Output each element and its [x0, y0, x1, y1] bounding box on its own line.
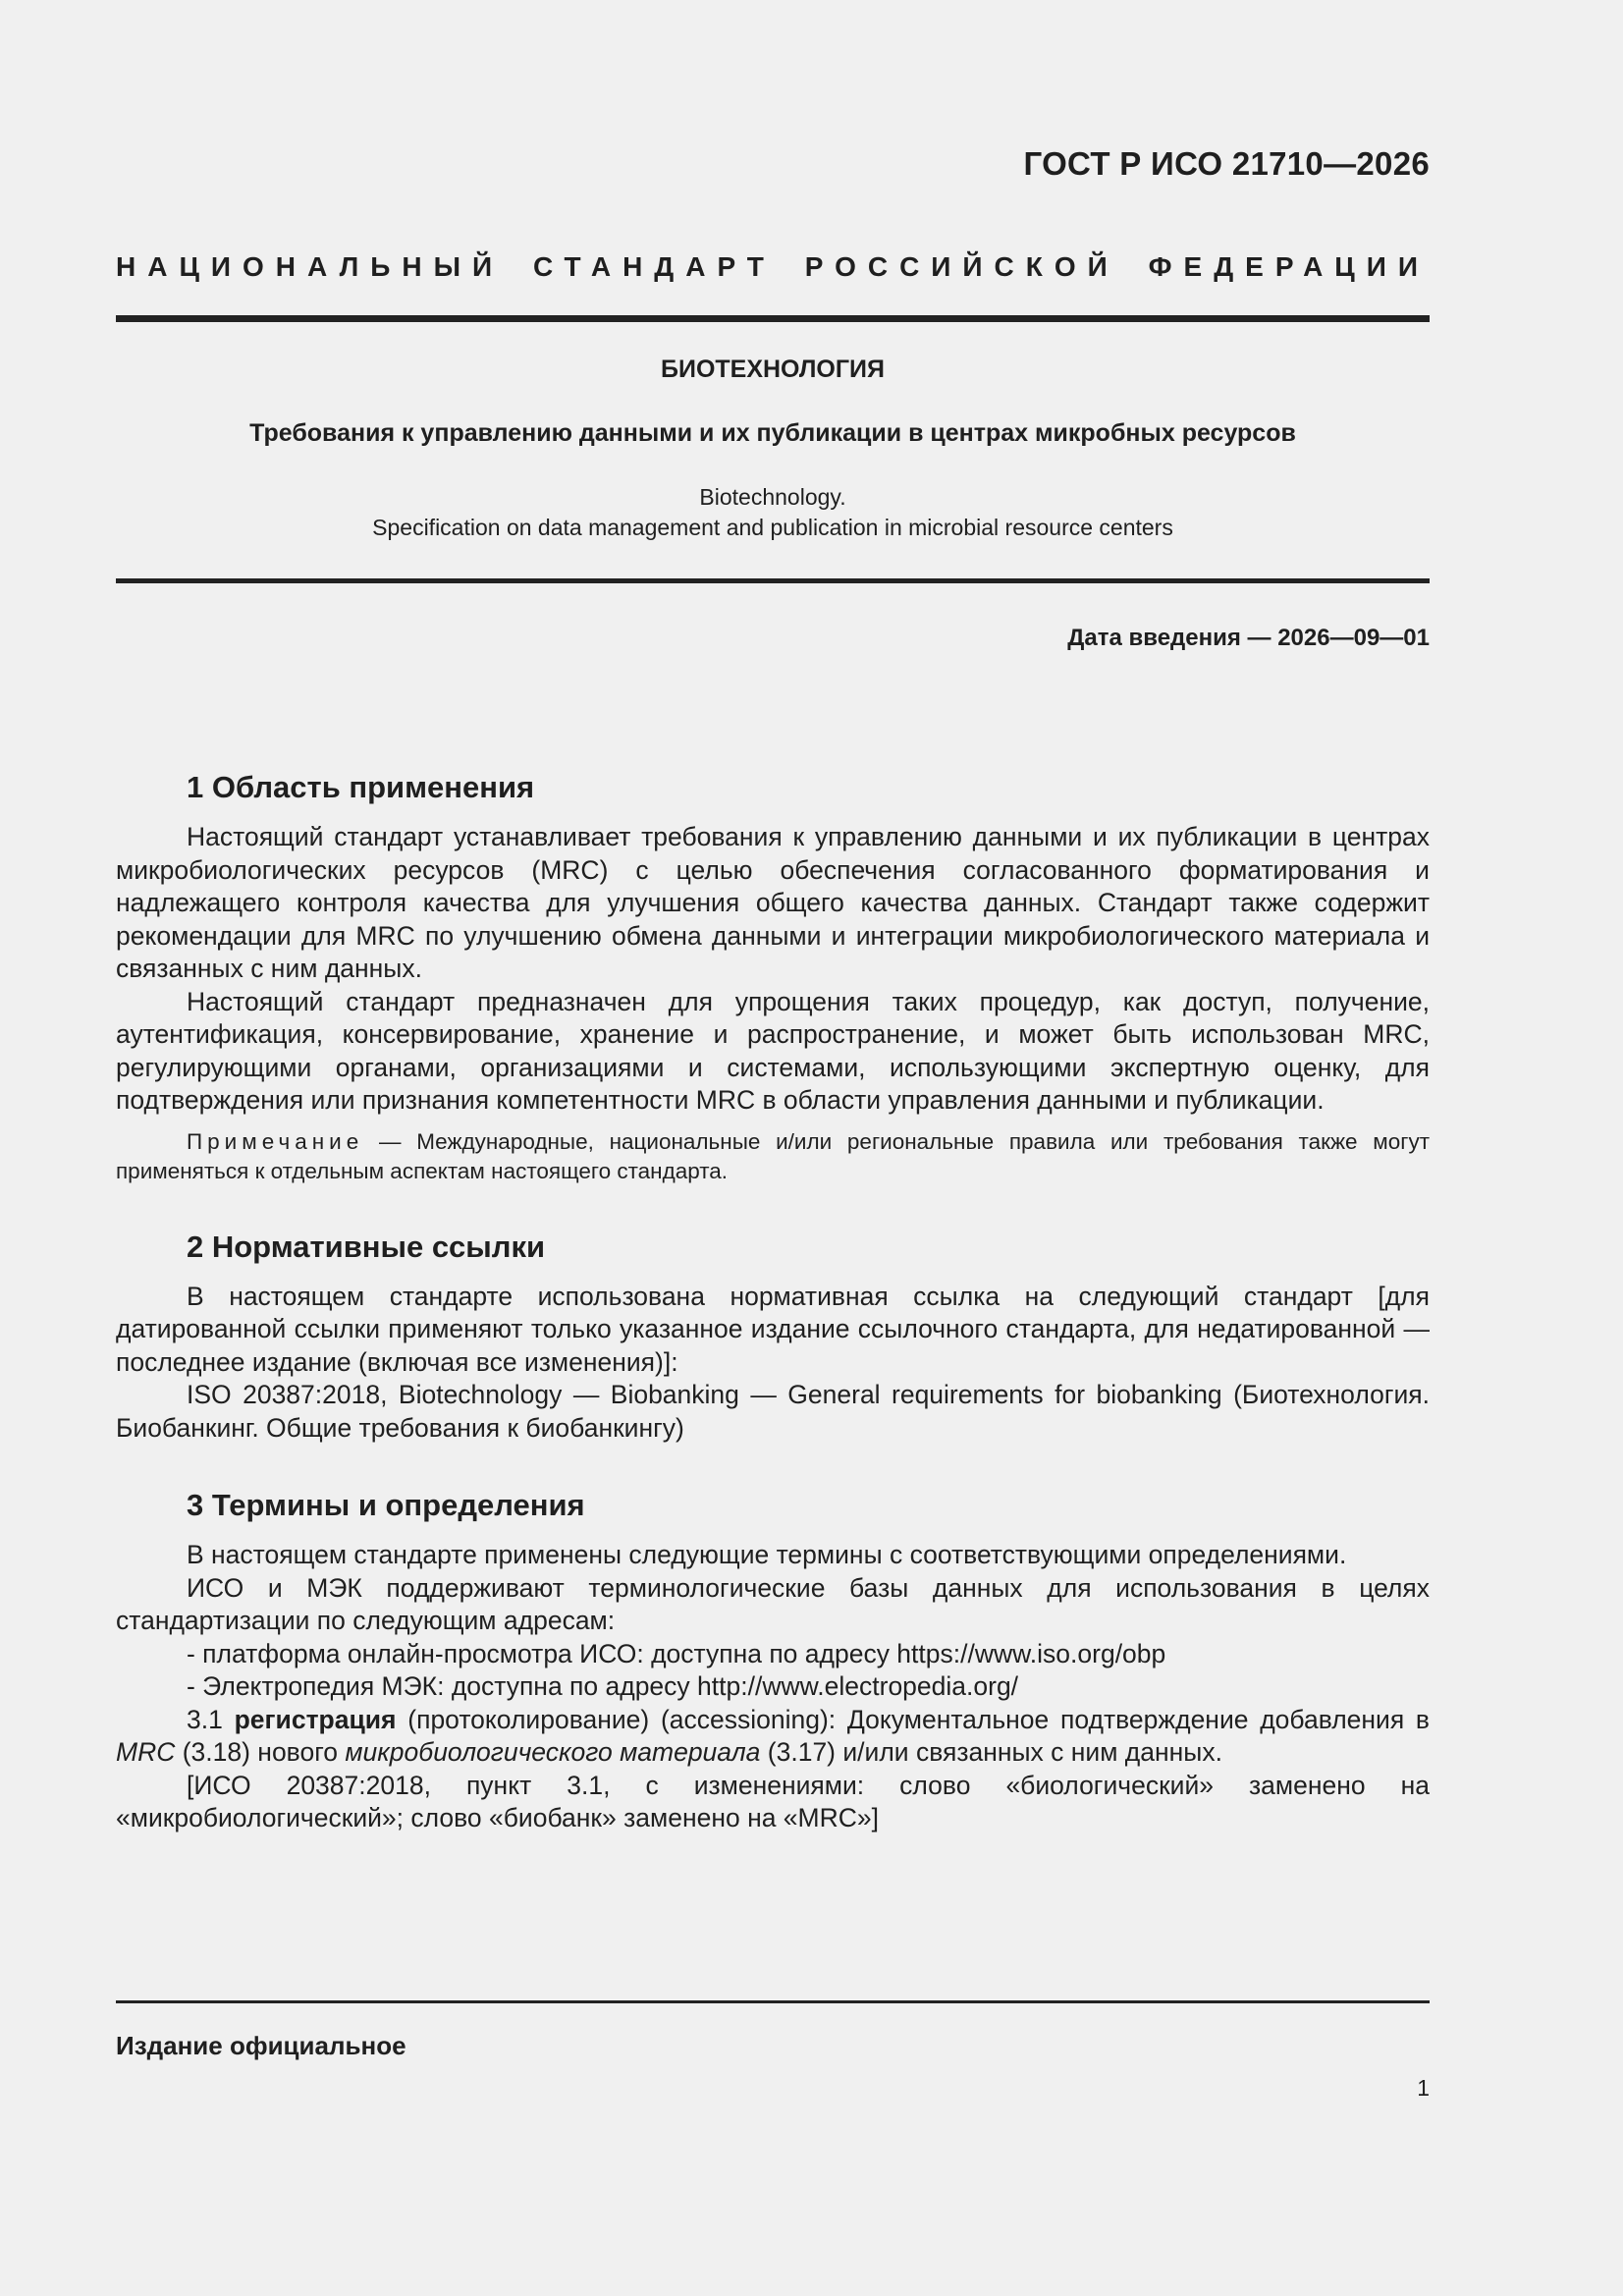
- term-source: [ИСО 20387:2018, пункт 3.1, с изменениями: слово «биологический» заменено на «микробиологический»; слово «биобанк» заменено на «MRC»]: [116, 1770, 1430, 1832]
- note: [116, 1127, 1430, 1186]
- term-reference: микробиологического материала: [345, 1737, 761, 1767]
- section-heading: 2 Нормативные ссылки: [187, 1229, 546, 1264]
- section-heading: 1 Область применения: [187, 770, 535, 804]
- official-edition-label: Издание официальное: [116, 2031, 406, 2060]
- introduction-date: Дата введения — 2026—09—01: [1067, 625, 1430, 651]
- term-number: 3.1: [187, 1704, 235, 1734]
- page-number: 1: [1417, 2075, 1430, 2101]
- section-terms: [116, 1484, 1430, 1835]
- note-text: — Международные, национальные и/или региональные правила или требования также могут применяться к отдельным аспектам настоящего стандарта.: [116, 1128, 1430, 1183]
- english-title-line1: Biotechnology.: [699, 484, 846, 510]
- term-reference: MRC: [116, 1737, 176, 1767]
- document-subtitle: Требования к управлению данными и их публикации в центрах микробных ресурсов: [249, 419, 1296, 447]
- national-standard-banner: НАЦИОНАЛЬНЫЙ СТАНДАРТ РОССИЙСКОЙ ФЕДЕРАЦИИ: [116, 251, 1430, 282]
- document-body: [116, 766, 1430, 1835]
- reference-entry: ISO 20387:2018, Biotechnology — Biobanking — General requirements for biobanking (Биотехнология. Биобанкинг. Общие требования к биобанкингу): [116, 1380, 1430, 1443]
- english-title-line2: Specification on data management and publication in microbial resource centers: [372, 515, 1173, 540]
- document-title: БИОТЕХНОЛОГИЯ: [661, 355, 885, 383]
- footer-divider: [116, 2000, 1430, 2003]
- paragraph: ИСО и МЭК поддерживают терминологические базы данных для использования в целях стандартизации по следующим адресам:: [116, 1572, 1430, 1635]
- term-definition: 3.1 регистрация (протоколирование) (accessioning): Документальное подтверждение добавления в MRC (3.18) нового микробиологического материала (3.17) и/или связанных с ним данных.: [116, 1704, 1430, 1767]
- paragraph: Настоящий стандарт устанавливает требования к управлению данными и их публикации в центрах микробиологических ресурсов (MRC) с целью обеспечения согласованного форматирования и надлежащего контроля качества для улучшения общего качества данных. Стандарт также содержит рекомендации для MRC по улучшению обмена данными и интеграции микробиологического материала и связанных с ним данных.: [116, 822, 1430, 983]
- section-normative-references: [116, 1226, 1430, 1446]
- english-title: [116, 482, 1430, 543]
- standard-id: ГОСТ Р ИСО 21710—2026: [1023, 145, 1430, 182]
- paragraph: В настоящем стандарте использована нормативная ссылка на следующий стандарт [для датированной ссылки применяют только указанное издание ссылочного стандарта, для недатированной — последнее издание (включая все изменения)]:: [116, 1281, 1430, 1377]
- section-heading: 3 Термины и определения: [187, 1488, 585, 1522]
- top-divider: [116, 315, 1430, 322]
- list-item: - Электропедия МЭК: доступна по адресу http://www.electropedia.org/: [187, 1671, 1019, 1701]
- list-item: - платформа онлайн-просмотра ИСО: доступна по адресу https://www.iso.org/obp: [187, 1638, 1166, 1668]
- section-scope: [116, 766, 1430, 1186]
- title-divider: [116, 578, 1430, 583]
- paragraph: В настоящем стандарте применены следующие термины с соответствующими определениями.: [187, 1540, 1347, 1569]
- paragraph: Настоящий стандарт предназначен для упрощения таких процедур, как доступ, получение, аутентификация, консервирование, хранение и распространение, и может быть использован MRC, регулирующими органами, организациями и системами, использующими экспертную оценку, для подтверждения или признания компетентности MRC в области управления данными и публикации.: [116, 986, 1430, 1115]
- note-label: Примечание: [187, 1128, 364, 1154]
- term-name: регистрация: [234, 1704, 397, 1734]
